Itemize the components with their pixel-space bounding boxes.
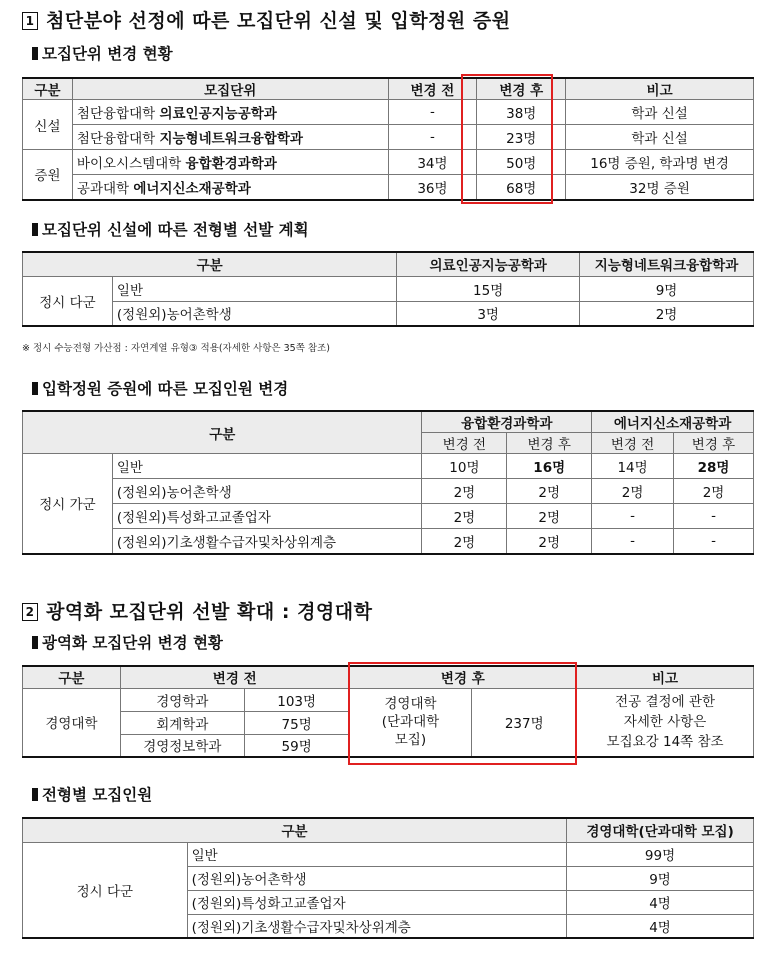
after-cell: 38명 bbox=[477, 100, 566, 125]
note-line: 모집요강 14쪽 참조 bbox=[606, 734, 724, 751]
t1-heading-text: 모집단위 변경 현황 bbox=[42, 45, 173, 63]
dept-cell: 경영학과 bbox=[120, 688, 244, 711]
table-row bbox=[23, 276, 754, 301]
value-cell: 3명 bbox=[397, 301, 580, 326]
after-unit-line: 경영대학 bbox=[384, 696, 437, 713]
group-cell: 정시 가군 bbox=[23, 454, 113, 554]
t4-heading bbox=[32, 631, 223, 653]
after-cell: 68명 bbox=[477, 175, 566, 200]
t2-heading bbox=[32, 218, 309, 240]
header-cell: 에너지신소재공학과 bbox=[592, 411, 754, 433]
highlight-box bbox=[461, 74, 553, 204]
subheader-cell: 변경 전 bbox=[592, 433, 674, 454]
table-row bbox=[23, 842, 754, 866]
group-cell: 신설 bbox=[23, 100, 73, 150]
before-cell: 34명 bbox=[388, 150, 477, 175]
after-unit-line: (단과대학 bbox=[381, 714, 440, 731]
value-cell: 2명 bbox=[580, 301, 754, 326]
section-number-box: 2 bbox=[22, 603, 38, 621]
unit-cell bbox=[72, 175, 388, 200]
note-line: 자세한 사항은 bbox=[623, 714, 707, 731]
dept-cell: 회계학과 bbox=[120, 711, 244, 734]
section2-title bbox=[22, 597, 372, 624]
dept-cell: 경영정보학과 bbox=[120, 734, 244, 757]
value-cell: 9명 bbox=[567, 866, 754, 890]
value-cell: 28명 bbox=[674, 454, 754, 479]
table-row bbox=[23, 529, 754, 554]
value-cell: 9명 bbox=[580, 276, 754, 301]
group-cell: 증원 bbox=[23, 150, 73, 200]
header-cell: 비고 bbox=[566, 78, 754, 100]
note-line: 전공 결정에 관한 bbox=[615, 694, 715, 711]
college-name: 첨단융합대학 bbox=[76, 106, 156, 122]
type-cell: (정원외)농어촌학생 bbox=[112, 301, 396, 326]
dept-name: 에너지신소재공학과 bbox=[133, 180, 251, 197]
value-cell: 2명 bbox=[674, 479, 754, 504]
value-cell: 15명 bbox=[397, 276, 580, 301]
quota-by-type-table bbox=[22, 817, 754, 939]
type-cell: (정원외)특성화고교졸업자 bbox=[112, 504, 422, 529]
table-row bbox=[23, 175, 754, 200]
subheader-cell: 변경 전 bbox=[422, 433, 507, 454]
table-row bbox=[23, 100, 754, 125]
quota-change-table bbox=[22, 410, 754, 555]
note-cell: 16명 증원, 학과명 변경 bbox=[566, 150, 754, 175]
value-cell: 2명 bbox=[422, 504, 507, 529]
unit-cell bbox=[72, 150, 388, 175]
t4-heading-text: 광역화 모집단위 변경 현황 bbox=[42, 634, 223, 652]
value-cell: - bbox=[592, 529, 674, 554]
table-row bbox=[23, 454, 754, 479]
note-cell: 32명 증원 bbox=[566, 175, 754, 200]
header-cell: 변경 후 bbox=[477, 78, 566, 100]
value-cell: 99명 bbox=[567, 842, 754, 866]
footnote: ※ 정시 수능전형 가산점 : 자연계열 유형③ 적용(자세한 사항은 35쪽 참조) bbox=[22, 343, 330, 354]
college-name: 공과대학 bbox=[76, 180, 130, 197]
after-count-cell: 237명 bbox=[472, 688, 577, 757]
section1-title-text: 첨단분야 선정에 따른 모집단위 신설 및 입학정원 증원 bbox=[46, 10, 511, 32]
group-cell: 정시 다군 bbox=[23, 276, 113, 326]
header-cell: 경영대학(단과대학 모집) bbox=[567, 818, 754, 842]
value-cell: 2명 bbox=[507, 479, 592, 504]
table-row bbox=[23, 125, 754, 150]
subheader-cell: 변경 후 bbox=[507, 433, 592, 454]
after-cell: 23명 bbox=[477, 125, 566, 150]
value-cell: 10명 bbox=[422, 454, 507, 479]
t2-heading-text: 모집단위 신설에 따른 전형별 선발 계획 bbox=[42, 221, 309, 239]
table-row bbox=[23, 504, 754, 529]
after-cell: 50명 bbox=[477, 150, 566, 175]
type-cell: 일반 bbox=[187, 842, 566, 866]
value-cell: - bbox=[592, 504, 674, 529]
value-cell: - bbox=[674, 529, 754, 554]
square-bullet-icon bbox=[32, 47, 38, 60]
square-bullet-icon bbox=[32, 636, 38, 649]
type-cell: (정원외)기초생활수급자및차상위계층 bbox=[112, 529, 422, 554]
note-cell bbox=[577, 688, 754, 757]
header-cell: 구분 bbox=[23, 818, 567, 842]
group-cell: 정시 다군 bbox=[23, 842, 188, 938]
group-cell: 경영대학 bbox=[23, 688, 121, 757]
t5-heading-text: 전형별 모집인원 bbox=[42, 786, 153, 804]
header-cell: 비고 bbox=[577, 666, 754, 688]
subheader-cell: 변경 후 bbox=[674, 433, 754, 454]
value-cell: 16명 bbox=[507, 454, 592, 479]
dept-name: 지능형네트워크융합학과 bbox=[159, 131, 303, 147]
square-bullet-icon bbox=[32, 223, 38, 236]
recruitment-unit-change-table bbox=[22, 77, 754, 201]
header-cell: 융합환경과학과 bbox=[422, 411, 592, 433]
type-cell: (정원외)특성화고교졸업자 bbox=[187, 890, 566, 914]
type-cell: (정원외)기초생활수급자및차상위계층 bbox=[187, 914, 566, 938]
header-cell: 구분 bbox=[23, 78, 73, 100]
type-cell: 일반 bbox=[112, 454, 422, 479]
value-cell: 4명 bbox=[567, 914, 754, 938]
value-cell: 14명 bbox=[592, 454, 674, 479]
header-cell: 구분 bbox=[23, 411, 422, 454]
value-cell: - bbox=[674, 504, 754, 529]
t3-heading-text: 입학정원 증원에 따른 모집인원 변경 bbox=[42, 380, 289, 398]
unit-cell bbox=[72, 100, 388, 125]
header-cell: 변경 전 bbox=[120, 666, 349, 688]
square-bullet-icon bbox=[32, 788, 38, 801]
value-cell: 2명 bbox=[422, 529, 507, 554]
section-number-box: 1 bbox=[22, 12, 38, 30]
value-cell: 2명 bbox=[422, 479, 507, 504]
type-cell: (정원외)농어촌학생 bbox=[112, 479, 422, 504]
header-cell: 구분 bbox=[23, 252, 397, 276]
table-row bbox=[23, 479, 754, 504]
t5-heading bbox=[32, 783, 152, 805]
header-cell: 지능형네트워크융합학과 bbox=[580, 252, 754, 276]
before-cell: 36명 bbox=[388, 175, 477, 200]
value-cell: 4명 bbox=[567, 890, 754, 914]
value-cell: 2명 bbox=[507, 529, 592, 554]
value-cell: 75명 bbox=[244, 711, 349, 734]
header-cell: 구분 bbox=[23, 666, 121, 688]
header-cell: 변경 후 bbox=[349, 666, 577, 688]
value-cell: 2명 bbox=[592, 479, 674, 504]
section1-title bbox=[22, 6, 511, 33]
value-cell: 59명 bbox=[244, 734, 349, 757]
t1-heading bbox=[32, 42, 173, 64]
header-cell: 변경 전 bbox=[388, 78, 477, 100]
value-cell: 2명 bbox=[507, 504, 592, 529]
college-name: 바이오시스템대학 bbox=[76, 156, 182, 172]
table-row bbox=[23, 150, 754, 175]
dept-name: 의료인공지능공학과 bbox=[159, 106, 277, 122]
table-row bbox=[23, 301, 754, 326]
header-cell: 의료인공지능공학과 bbox=[397, 252, 580, 276]
type-cell: (정원외)농어촌학생 bbox=[187, 866, 566, 890]
type-cell: 일반 bbox=[112, 276, 396, 301]
before-cell: - bbox=[388, 125, 477, 150]
dept-name: 융합환경과학과 bbox=[185, 156, 277, 172]
t3-heading bbox=[32, 377, 288, 399]
unit-cell bbox=[72, 125, 388, 150]
note-cell: 학과 신설 bbox=[566, 100, 754, 125]
note-cell: 학과 신설 bbox=[566, 125, 754, 150]
square-bullet-icon bbox=[32, 382, 38, 395]
value-cell: 103명 bbox=[244, 688, 349, 711]
before-cell: - bbox=[388, 100, 477, 125]
after-unit-line: 모집) bbox=[394, 732, 427, 749]
section2-title-text: 광역화 모집단위 선발 확대 : 경영대학 bbox=[46, 601, 373, 623]
header-cell: 모집단위 bbox=[72, 78, 388, 100]
college-name: 첨단융합대학 bbox=[76, 131, 156, 147]
highlight-box bbox=[348, 662, 577, 765]
selection-plan-table bbox=[22, 251, 754, 327]
